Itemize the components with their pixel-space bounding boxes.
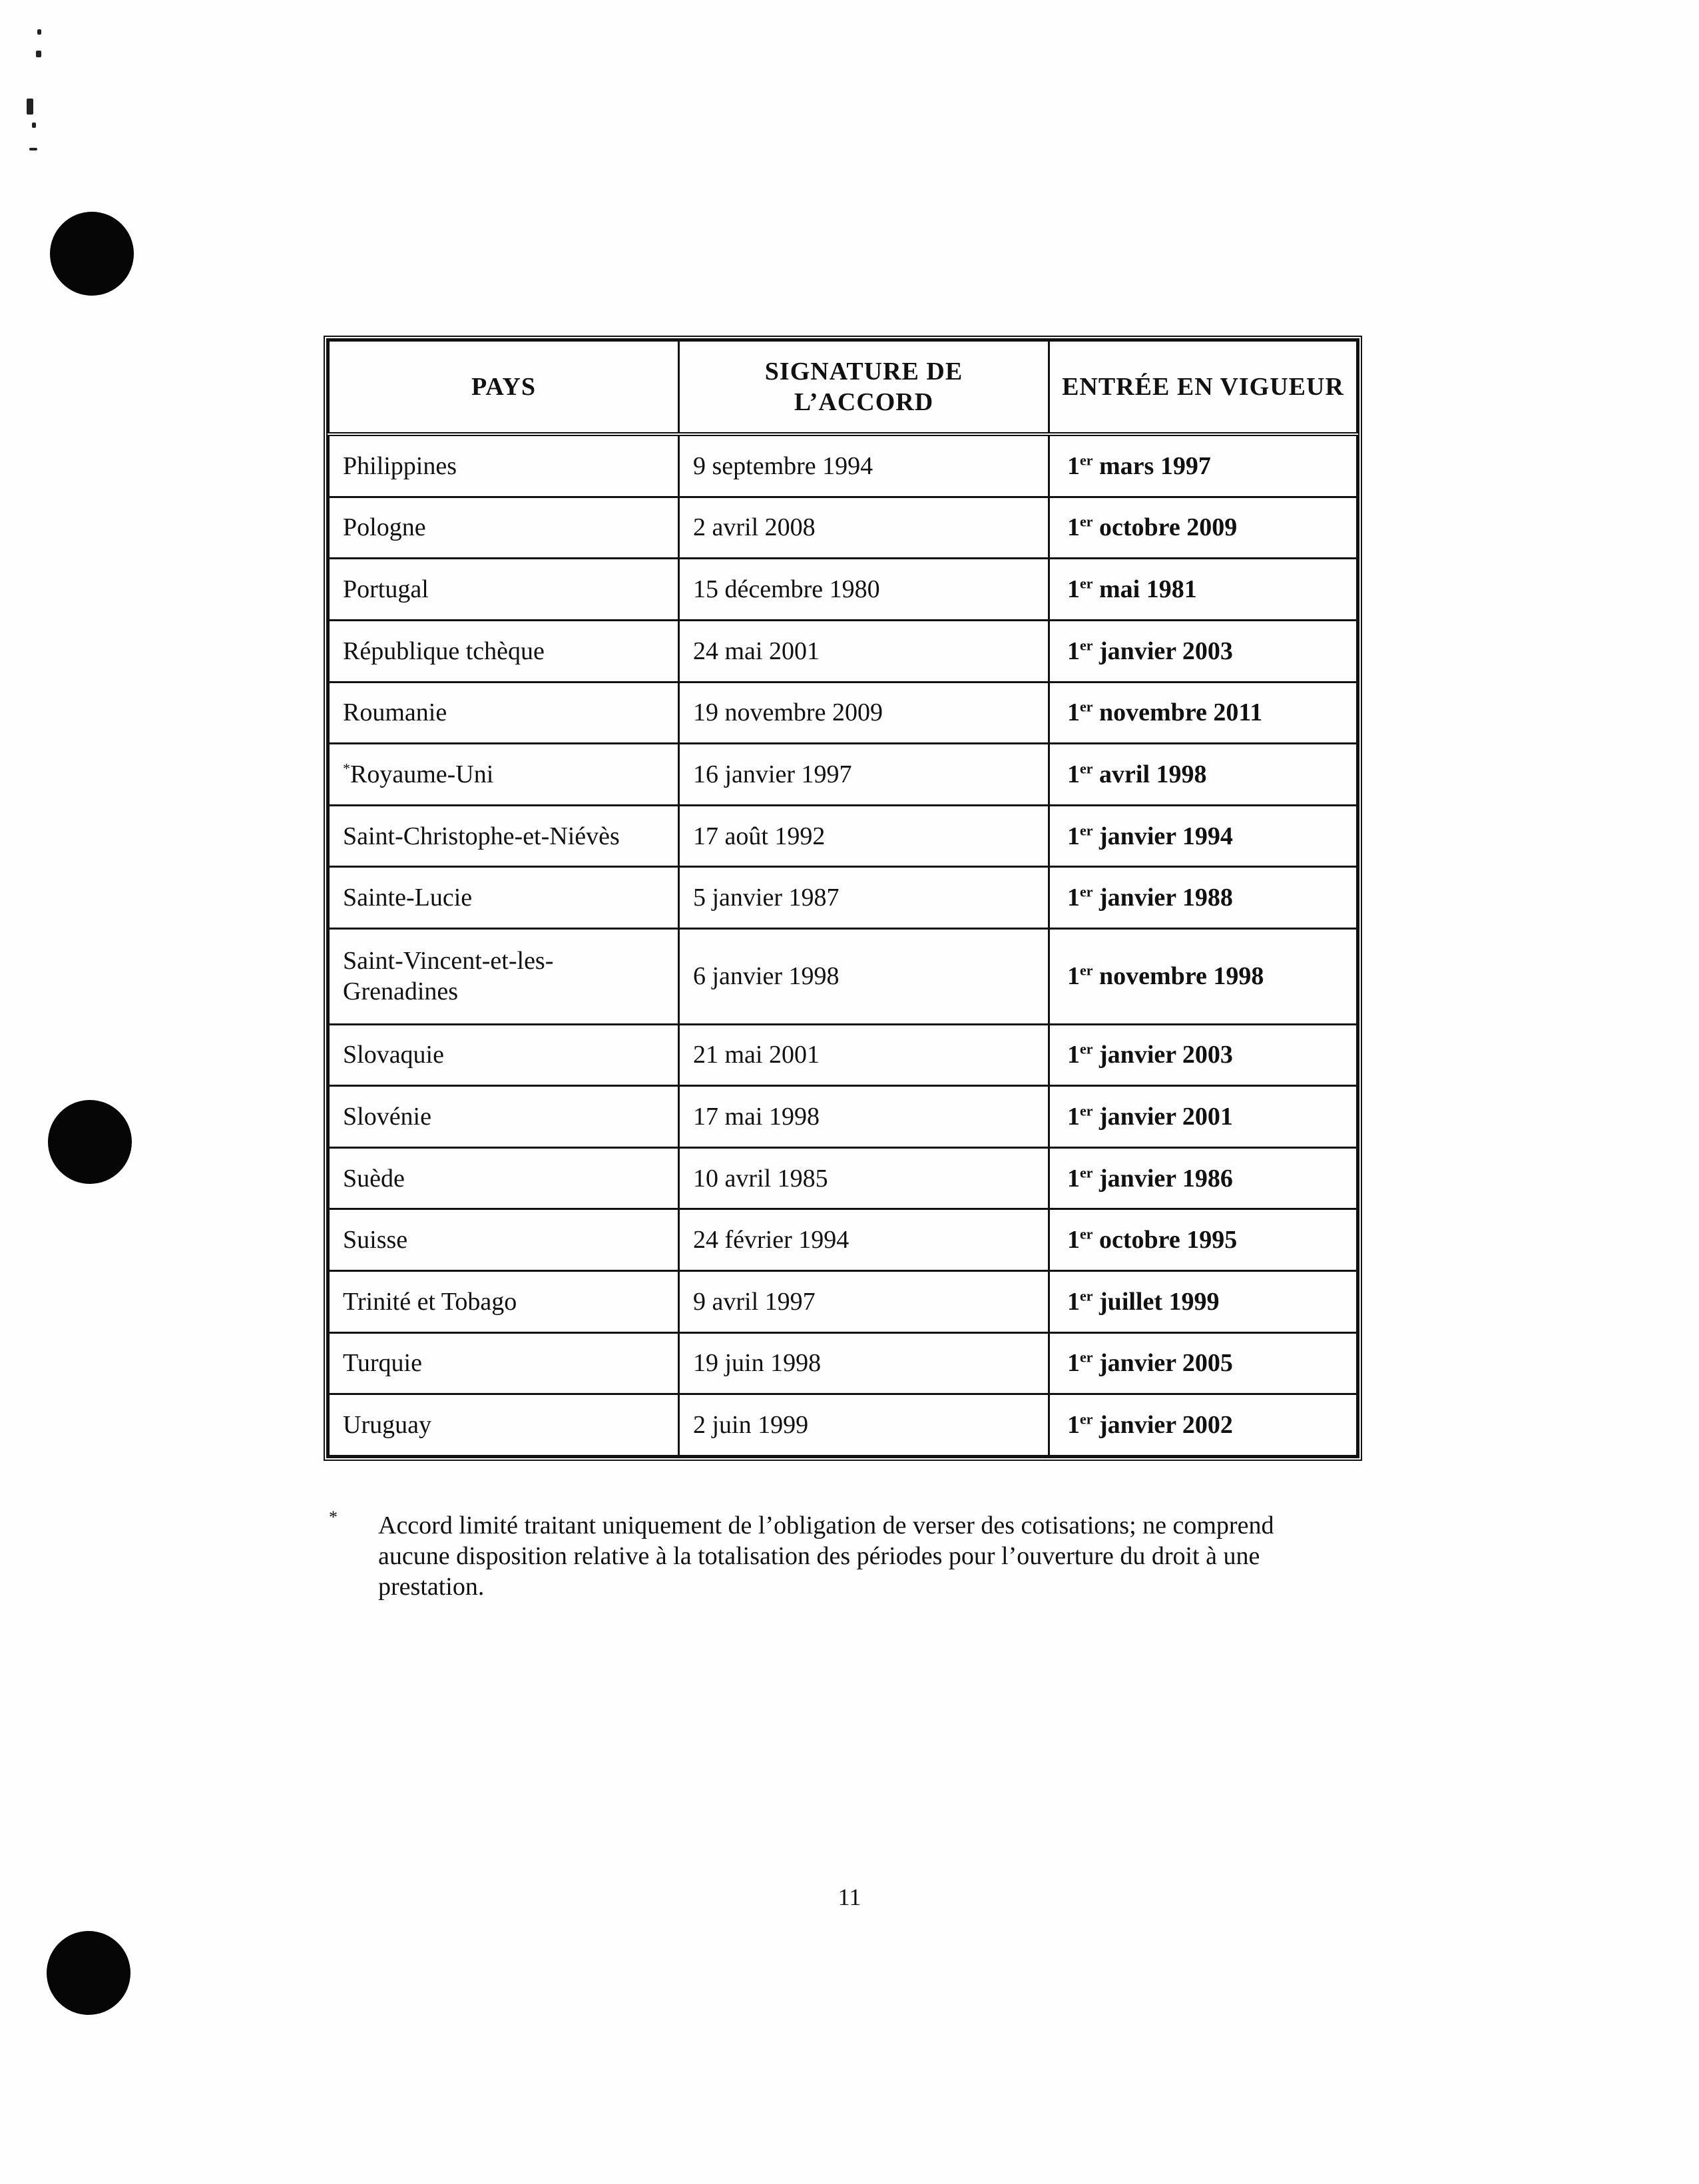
entry-ordinal-suffix: er — [1080, 513, 1093, 530]
entry-month-year: novembre 1998 — [1099, 962, 1264, 991]
cell-signature-date: 6 janvier 1998 — [679, 929, 1049, 1025]
entry-ordinal-suffix: er — [1080, 1348, 1093, 1366]
entry-ordinal-suffix: er — [1080, 1102, 1093, 1119]
cell-signature-date: 21 mai 2001 — [679, 1024, 1049, 1086]
cell-signature-date: 19 juin 1998 — [679, 1332, 1049, 1394]
entry-day: 1 — [1067, 637, 1080, 665]
country-name: République tchèque — [343, 637, 545, 665]
entry-month-year: janvier 1986 — [1099, 1164, 1233, 1193]
agreements-table — [328, 340, 1358, 1457]
country-name: Royaume-Uni — [350, 760, 494, 788]
cell-signature-date: 2 juin 1999 — [679, 1394, 1049, 1456]
entry-ordinal-suffix: er — [1080, 1225, 1093, 1242]
table-row — [329, 1086, 1357, 1148]
entry-month-year: janvier 2003 — [1099, 1041, 1233, 1069]
entry-month-year: janvier 2003 — [1099, 637, 1233, 665]
cell-entry-into-force — [1049, 867, 1357, 929]
cell-country — [329, 1147, 679, 1209]
cell-country — [329, 1394, 679, 1456]
scan-speck — [37, 29, 41, 35]
cell-country — [329, 805, 679, 867]
table-row — [329, 1209, 1357, 1271]
agreements-table-frame — [324, 336, 1362, 1461]
entry-month-year: janvier 1994 — [1099, 822, 1233, 850]
cell-entry-into-force — [1049, 929, 1357, 1025]
table-row — [329, 1147, 1357, 1209]
country-name: Uruguay — [343, 1411, 431, 1440]
entry-day: 1 — [1067, 1102, 1080, 1131]
cell-entry-into-force — [1049, 434, 1357, 497]
entry-month-year: mai 1981 — [1099, 575, 1197, 604]
country-name: Sainte-Lucie — [343, 884, 473, 912]
entry-day: 1 — [1067, 575, 1080, 604]
binder-hole — [47, 1931, 130, 2015]
country-name: Trinité et Tobago — [343, 1287, 517, 1316]
entry-month-year: juillet 1999 — [1099, 1287, 1220, 1316]
binder-hole — [48, 1100, 132, 1184]
cell-signature-date: 24 mai 2001 — [679, 620, 1049, 682]
cell-country — [329, 1086, 679, 1148]
cell-signature-date: 16 janvier 1997 — [679, 744, 1049, 806]
entry-day: 1 — [1067, 698, 1080, 727]
entry-month-year: mars 1997 — [1099, 451, 1211, 480]
cell-country — [329, 434, 679, 497]
cell-country — [329, 867, 679, 929]
footnote-reference-marker: * — [343, 760, 350, 777]
cell-signature-date: 17 mai 1998 — [679, 1086, 1049, 1148]
entry-day: 1 — [1067, 1041, 1080, 1069]
country-name: Slovénie — [343, 1102, 431, 1131]
entry-day: 1 — [1067, 822, 1080, 850]
cell-signature-date: 9 avril 1997 — [679, 1271, 1049, 1333]
cell-entry-into-force — [1049, 1024, 1357, 1086]
cell-country — [329, 929, 679, 1025]
footnote — [324, 1507, 1322, 1602]
table-row — [329, 1394, 1357, 1456]
table-row — [329, 620, 1357, 682]
cell-entry-into-force — [1049, 497, 1357, 559]
country-name: Philippines — [343, 451, 457, 480]
header-country: PAYS — [329, 341, 679, 435]
entry-month-year: janvier 2005 — [1099, 1349, 1233, 1378]
table-body — [329, 434, 1357, 1456]
entry-ordinal-suffix: er — [1080, 1410, 1093, 1428]
entry-month-year: janvier 1988 — [1099, 884, 1233, 912]
footnote-marker: * — [329, 1507, 338, 1527]
cell-entry-into-force — [1049, 1086, 1357, 1148]
cell-signature-date: 24 février 1994 — [679, 1209, 1049, 1271]
cell-signature-date: 17 août 1992 — [679, 805, 1049, 867]
footnote-text: Accord limité traitant uniquement de l’obligation de verser des cotisations; ne comprend aucune disposition relative à la totalisation des périodes pour l’ouverture du droit à une prestation. — [378, 1511, 1274, 1601]
entry-day: 1 — [1067, 513, 1080, 542]
header-signature: SIGNATURE DE L’ACCORD — [679, 341, 1049, 435]
entry-month-year: octobre 1995 — [1099, 1226, 1238, 1254]
cell-entry-into-force — [1049, 1209, 1357, 1271]
country-name: Roumanie — [343, 698, 447, 727]
table-row — [329, 744, 1357, 806]
country-name: Saint-Christophe-et-Niévès — [343, 822, 620, 850]
entry-day: 1 — [1067, 1287, 1080, 1316]
country-name: Pologne — [343, 513, 426, 542]
cell-country — [329, 1209, 679, 1271]
entry-day: 1 — [1067, 1226, 1080, 1254]
entry-ordinal-suffix: er — [1080, 1287, 1093, 1304]
entry-day: 1 — [1067, 760, 1080, 788]
entry-ordinal-suffix: er — [1080, 821, 1093, 838]
cell-country — [329, 744, 679, 806]
cell-signature-date: 15 décembre 1980 — [679, 559, 1049, 621]
table-row — [329, 434, 1357, 497]
entry-ordinal-suffix: er — [1080, 883, 1093, 900]
entry-day: 1 — [1067, 884, 1080, 912]
table-row — [329, 929, 1357, 1025]
table-row — [329, 497, 1357, 559]
entry-day: 1 — [1067, 1411, 1080, 1440]
cell-country — [329, 620, 679, 682]
cell-signature-date: 9 septembre 1994 — [679, 434, 1049, 497]
entry-ordinal-suffix: er — [1080, 637, 1093, 654]
cell-signature-date: 10 avril 1985 — [679, 1147, 1049, 1209]
entry-ordinal-suffix: er — [1080, 698, 1093, 715]
country-name: Saint-Vincent-et-les-Grenadines — [343, 947, 554, 1006]
scan-speck — [32, 123, 36, 128]
entry-day: 1 — [1067, 1349, 1080, 1378]
cell-country — [329, 1271, 679, 1333]
table-row — [329, 1332, 1357, 1394]
entry-month-year: octobre 2009 — [1099, 513, 1238, 542]
country-name: Suisse — [343, 1226, 408, 1254]
cell-entry-into-force — [1049, 1147, 1357, 1209]
cell-entry-into-force — [1049, 744, 1357, 806]
entry-month-year: avril 1998 — [1099, 760, 1207, 788]
cell-country — [329, 497, 679, 559]
binder-hole — [50, 212, 134, 296]
entry-month-year: janvier 2001 — [1099, 1102, 1233, 1131]
entry-ordinal-suffix: er — [1080, 451, 1093, 469]
entry-ordinal-suffix: er — [1080, 760, 1093, 777]
cell-country — [329, 682, 679, 744]
table-row — [329, 867, 1357, 929]
entry-day: 1 — [1067, 1164, 1080, 1193]
entry-ordinal-suffix: er — [1080, 961, 1093, 979]
entry-month-year: novembre 2011 — [1099, 698, 1263, 727]
entry-ordinal-suffix: er — [1080, 1040, 1093, 1057]
country-name: Suède — [343, 1164, 405, 1193]
country-name: Portugal — [343, 575, 429, 604]
scan-speck — [29, 148, 37, 150]
cell-entry-into-force — [1049, 682, 1357, 744]
cell-country — [329, 559, 679, 621]
entry-day: 1 — [1067, 962, 1080, 991]
cell-signature-date: 19 novembre 2009 — [679, 682, 1049, 744]
table-row — [329, 682, 1357, 744]
table-row — [329, 805, 1357, 867]
cell-signature-date: 2 avril 2008 — [679, 497, 1049, 559]
country-name: Slovaquie — [343, 1041, 444, 1069]
entry-month-year: janvier 2002 — [1099, 1411, 1233, 1440]
cell-country — [329, 1332, 679, 1394]
header-entry-into-force: ENTRÉE EN VIGUEUR — [1049, 341, 1357, 435]
cell-entry-into-force — [1049, 1332, 1357, 1394]
entry-ordinal-suffix: er — [1080, 1163, 1093, 1181]
country-name: Turquie — [343, 1349, 422, 1378]
cell-country — [329, 1024, 679, 1086]
cell-signature-date: 5 janvier 1987 — [679, 867, 1049, 929]
cell-entry-into-force — [1049, 805, 1357, 867]
table-row — [329, 1271, 1357, 1333]
cell-entry-into-force — [1049, 1394, 1357, 1456]
entry-day: 1 — [1067, 451, 1080, 480]
entry-ordinal-suffix: er — [1080, 575, 1093, 592]
table-row — [329, 559, 1357, 621]
table-header-row — [329, 341, 1357, 435]
cell-entry-into-force — [1049, 559, 1357, 621]
table-row — [329, 1024, 1357, 1086]
page-number: 11 — [838, 1884, 861, 1910]
scan-speck — [27, 99, 33, 115]
cell-entry-into-force — [1049, 620, 1357, 682]
cell-entry-into-force — [1049, 1271, 1357, 1333]
scan-speck — [36, 51, 41, 57]
